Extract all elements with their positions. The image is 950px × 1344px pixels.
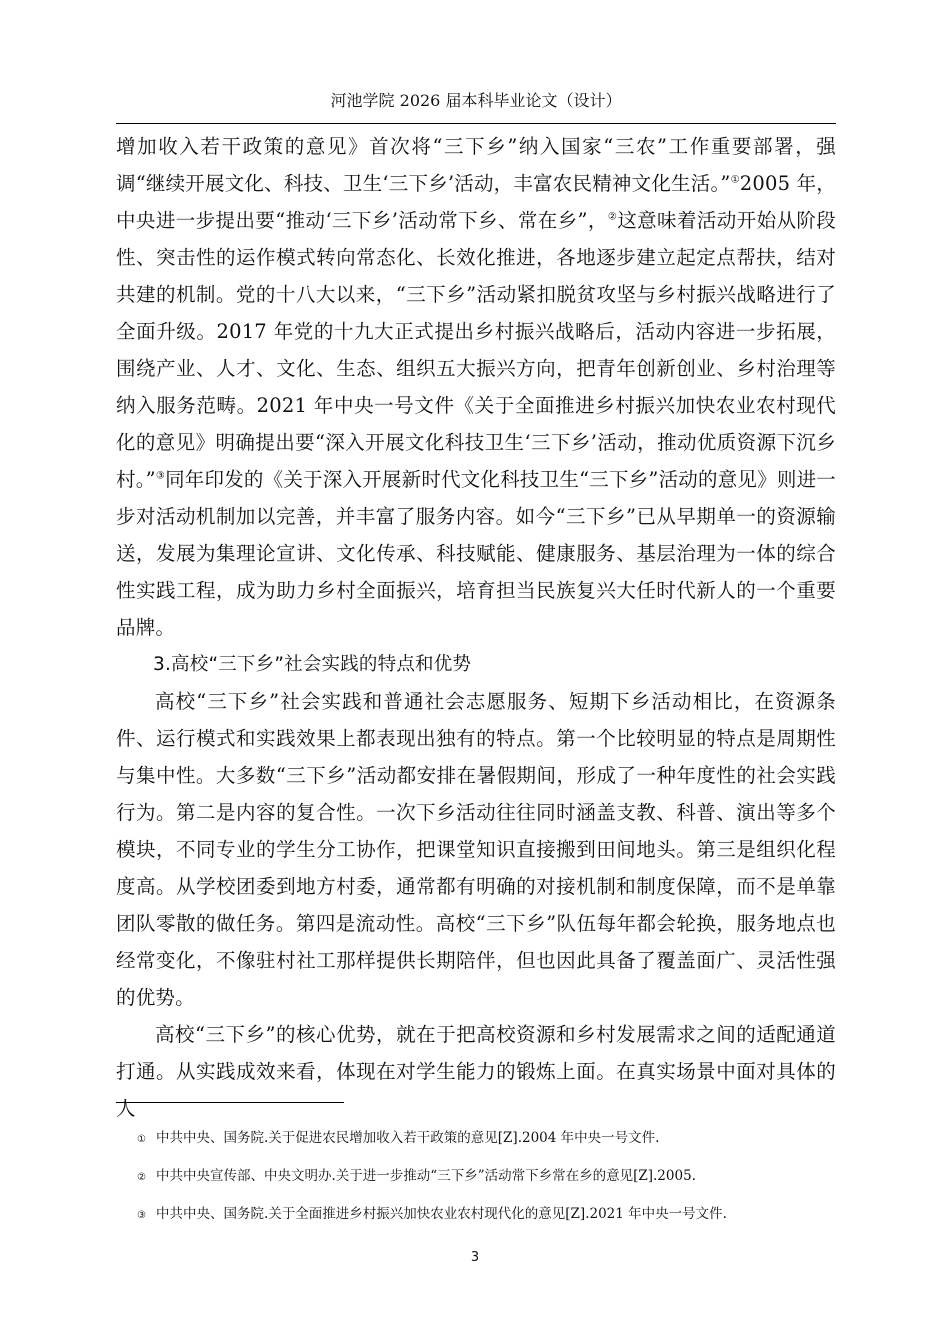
footnote-text: 中共中央、国务院.关于全面推进乡村振兴加快农业农村现代化的意见[Z].2021 年中央一号文件. (156, 1206, 727, 1222)
footnote-mark: ③ (137, 1210, 146, 1221)
paragraph-3: 高校“三下乡”的核心优势，就在于把高校资源和乡村发展需求之间的适配通道打通。从实践成效来看，体现在对学生能力的锻炼上面。在真实场景中面对具体的人 (116, 1023, 836, 1120)
footnote-ref-2: ② (607, 211, 618, 223)
paragraph-1-part-b: 2005 年，中央进一步提出要“推动‘三下乡’活动常下乡、常在乡”， (116, 172, 837, 232)
footnote-text: 中共中央宣传部、中央文明办.关于进一步推动“三下乡”活动常下乡常在乡的意见[Z].2005. (156, 1168, 696, 1184)
paragraph-1-part-d: 同年印发的《关于深入开展新时代文化科技卫生“三下乡”活动的意见》则进一步对活动机制加以完善，并丰富了服务内容。如今“三下乡”已从早期单一的资源输送，发展为集理论宣讲、文化传承、科技赋能、健康服务、基层治理为一体的综合性实践工程，成为助力乡村全面振兴，培育担当民族复兴大任时代新人的一个重要品牌。 (116, 468, 836, 639)
footnote-2 (116, 1158, 836, 1196)
footnote-mark: ① (137, 1134, 146, 1145)
footnote-mark: ② (137, 1172, 146, 1183)
paragraph-2: 高校“三下乡”社会实践和普通社会志愿服务、短期下乡活动相比，在资源条件、运行模式和实践效果上都表现出独有的特点。第一个比较明显的特点是周期性与集中性。大多数“三下乡”活动都安排在暑假期间，形成了一种年度性的社会实践行为。第二是内容的复合性。一次下乡活动往往同时涵盖支教、科普、演出等多个模块，不同专业的学生分工协作，把课堂知识直接搬到田间地头。第三是组织化程度高。从学校团委到地方村委，通常都有明确的对接机制和制度保障，而不是单靠团队零散的做任务。第四是流动性。高校“三下乡”队伍每年都会轮换，服务地点也经常变化，不像驻村社工那样提供长期陪伴，但也因此具备了覆盖面广、灵活性强的优势。 (116, 690, 836, 1009)
footnote-text: 中共中央、国务院.关于促进农民增加收入若干政策的意见[Z].2004 年中央一号文件. (156, 1130, 660, 1146)
footnote-separator (116, 1102, 344, 1103)
paragraph-1 (116, 128, 836, 646)
header-rule (116, 123, 836, 124)
footnotes (116, 1120, 836, 1234)
paragraph-1-part-a: 增加收入若干政策的意见》首次将“三下乡”纳入国家“三农”工作重要部署，强调“继续开展文化、科技、卫生‘三下乡’活动，丰富农民精神文化生活。” (116, 135, 836, 195)
footnote-1 (116, 1120, 836, 1158)
footnote-3 (116, 1196, 836, 1234)
page-number: 3 (470, 1250, 480, 1265)
page-header: 河池学院 2026 届本科毕业论文（设计） (330, 91, 622, 110)
footnote-ref-1: ① (730, 174, 740, 186)
body-text (116, 128, 836, 1127)
paragraph-1-part-c: 这意味着活动开始从阶段性、突击性的运作模式转向常态化、长效化推进，各地逐步建立起定点帮扶，结对共建的机制。党的十八大以来，“三下乡”活动紧扣脱贫攻坚与乡村振兴战略进行了全面升级。2017 年党的十九大正式提出乡村振兴战略后，活动内容进一步拓展，围绕产业、人才、文化、生态、组织五大振兴方向，把青年创新创业、乡村治理等纳入服务范畴。2021 年中央一号文件《关于全面推进乡村振兴加快农业农村现代化的意见》明确提出要“深入开展文化科技卫生‘三下乡’活动，推动优质资源下沉乡村。” (116, 209, 836, 491)
section-heading: 3.高校“三下乡”社会实践的特点和优势 (153, 654, 472, 675)
footnote-ref-3: ③ (155, 470, 166, 482)
